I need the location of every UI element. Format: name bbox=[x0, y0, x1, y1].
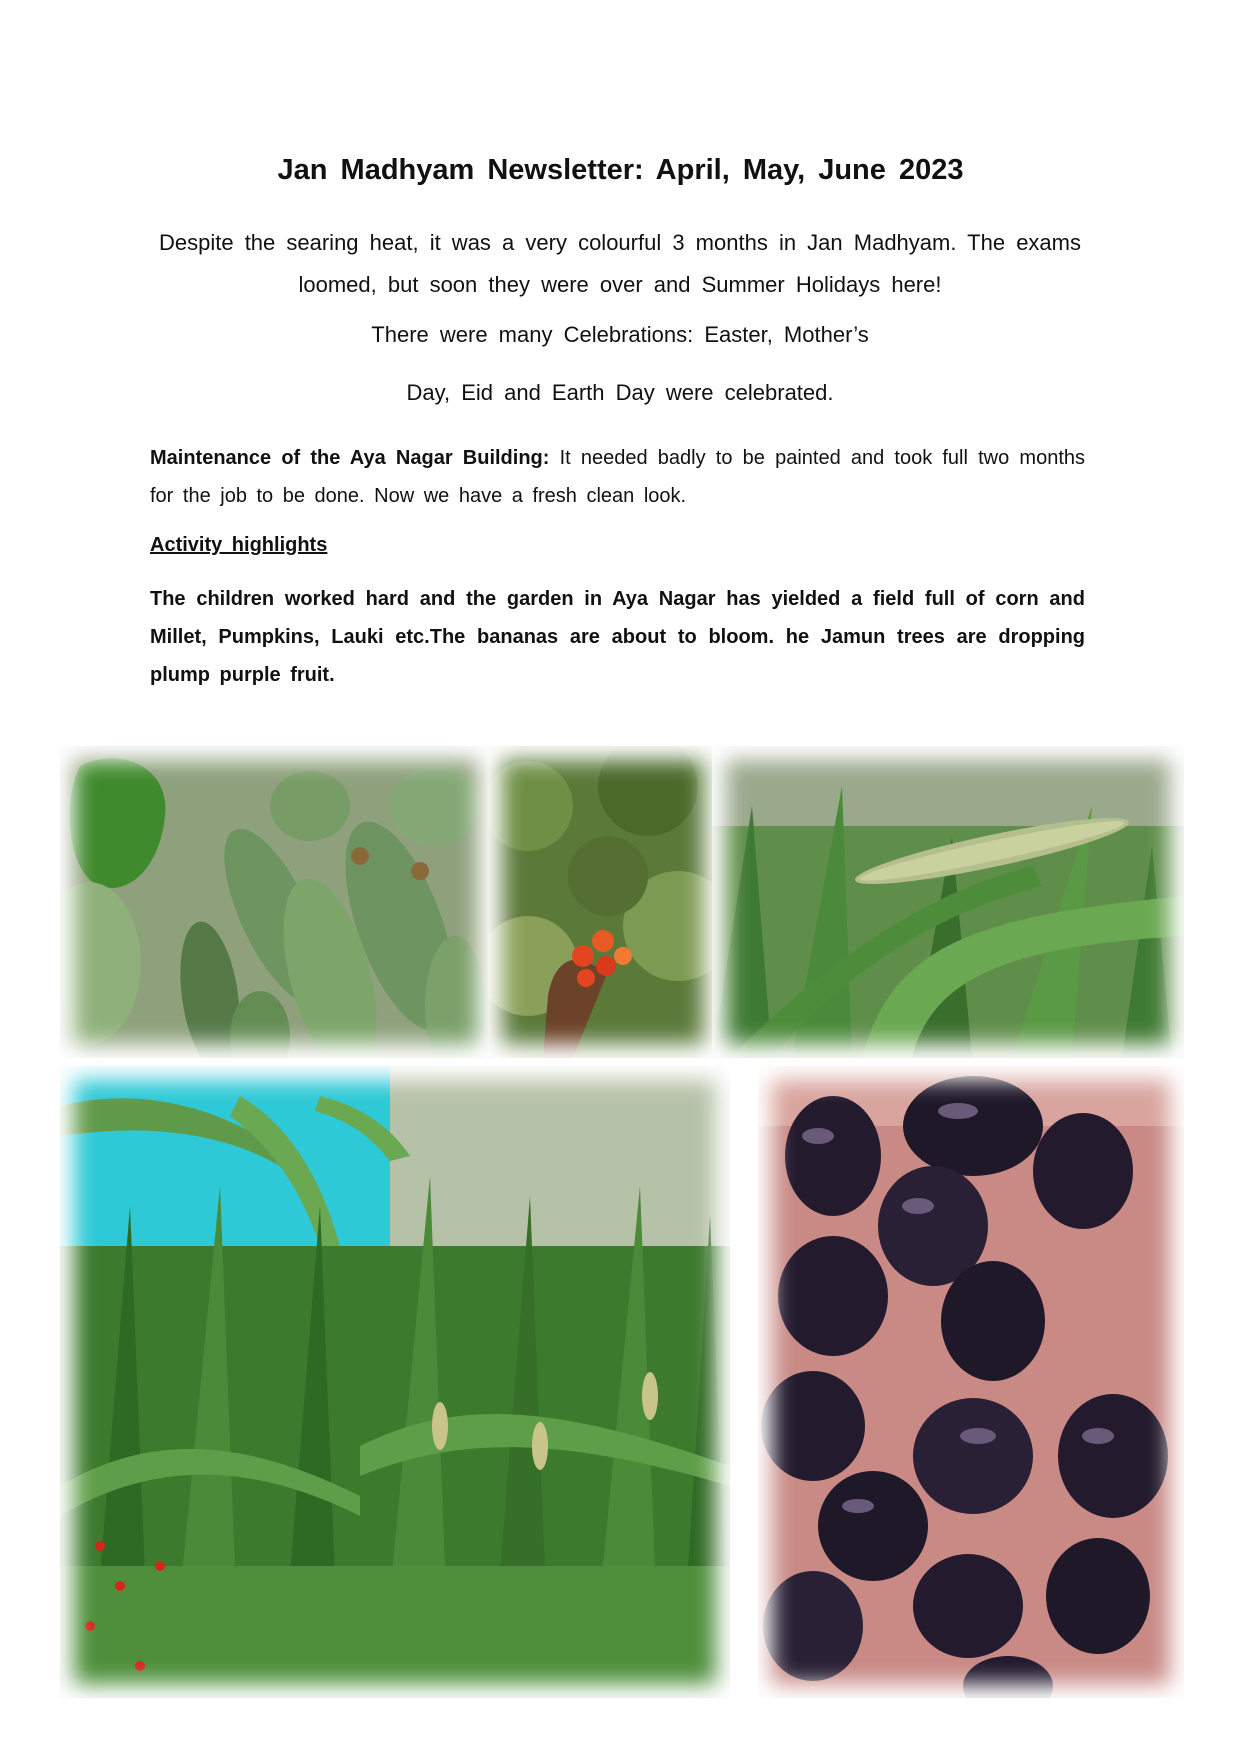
activity-heading: Activity highlights bbox=[150, 534, 328, 556]
page-title: Jan Madhyam Newsletter: April, May, June 2023 bbox=[277, 154, 964, 186]
celebrations-line-1: There were many Celebrations: Easter, Mother’s bbox=[371, 322, 869, 347]
tomatoes-photo bbox=[488, 746, 718, 1058]
maintenance-heading: Maintenance of the Aya Nagar Building: bbox=[150, 447, 550, 469]
celebrations-line-2: Day, Eid and Earth Day were celebrated. bbox=[406, 380, 834, 405]
vegetables-photo bbox=[60, 746, 492, 1058]
millet-photo bbox=[712, 746, 1184, 1058]
intro-paragraph: Despite the searing heat, it was a very colourful 3 months in Jan Madhyam. The exams loomed, but soon they were over and Summer Holidays here! bbox=[158, 230, 1081, 297]
maintenance-paragraph bbox=[150, 439, 1085, 515]
jamun-photo bbox=[758, 1066, 1184, 1698]
corn-field-photo bbox=[60, 1066, 730, 1698]
garden-paragraph: The children worked hard and the garden in Aya Nagar has yielded a field full of corn and Millet, Pumpkins, Lauki etc.The bananas are about to bloom. he Jamun trees are dropping plump purple fruit. bbox=[150, 588, 1085, 686]
maintenance-text: It needed badly to be painted and took full two months for the job to be done. Now we have a fresh clean look. bbox=[150, 447, 1086, 507]
